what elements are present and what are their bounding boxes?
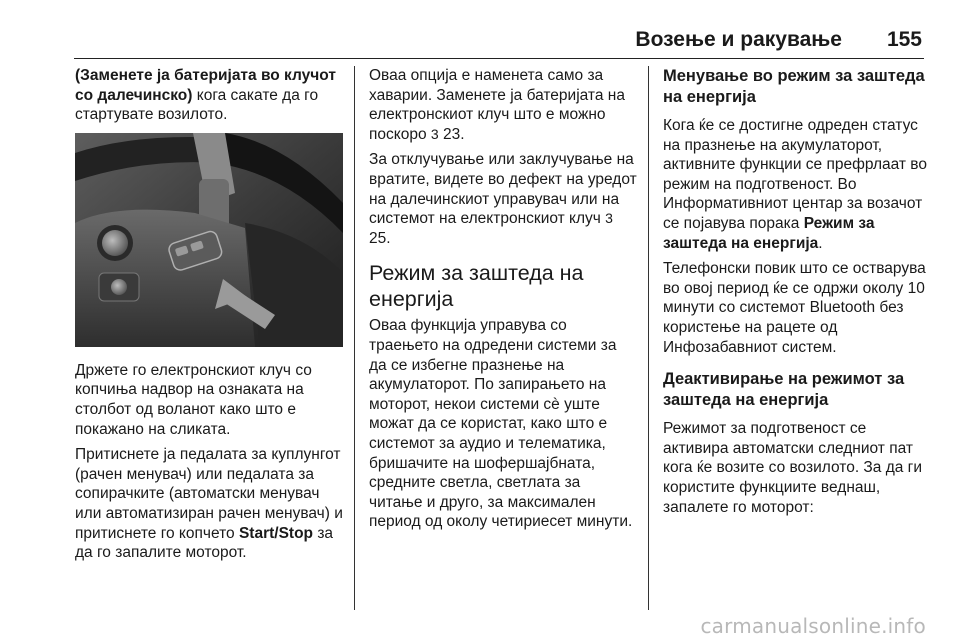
deactivate-mode-heading: Деактивирање на режимот за заштеда на енергија bbox=[663, 370, 905, 410]
emergency-text: Оваа опција е наменета само за хаварии. Заменете ја батеријата на електронскиот клуч што е можно поскоро bbox=[369, 67, 625, 143]
press-pedal-paragraph bbox=[75, 445, 343, 563]
emergency-paragraph bbox=[369, 66, 637, 144]
key-at-steering-column-photo bbox=[75, 133, 343, 347]
intro-bold: (Заменете ја батеријата во клучот со далечинско) bbox=[75, 67, 336, 104]
energy-saving-message: Режим за заштеда на енергија bbox=[663, 214, 875, 252]
switching-mode-paragraph bbox=[663, 116, 931, 253]
deactivate-mode-paragraph: Режимот за подготвеност се активира автоматски следниот пат кога ќе возите со возилото. За да ги користите функциите веднаш, запалете го моторот: bbox=[663, 420, 922, 516]
column-1 bbox=[75, 66, 343, 569]
switching-mode-text: Кога ќе се достигне одреден статус на празнење на акумулаторот, активните функции се префрлаат во режим на подготвеност. Во Информативниот центар за возачот се појавува порака bbox=[663, 117, 927, 232]
start-stop-label: Start/Stop bbox=[238, 524, 314, 542]
page-header bbox=[0, 26, 960, 56]
reference-page-23: 23 bbox=[443, 125, 461, 143]
intro-rest: кога сакате да го стартувате возилото. bbox=[75, 86, 319, 124]
page-reference-icon: 3 bbox=[430, 125, 439, 142]
switching-mode-period: . bbox=[818, 234, 823, 252]
reference-page-25: 25 bbox=[369, 229, 387, 247]
column-3 bbox=[663, 66, 931, 523]
energy-saving-heading: Режим за заштеда на енергија bbox=[369, 261, 584, 312]
page-number: 155 bbox=[886, 28, 922, 51]
emergency-period: . bbox=[460, 125, 465, 143]
press-pedal-text-b: за да го запалите моторот. bbox=[75, 524, 334, 562]
unlock-text: За отклучување или заклучување на вратите, видете во дефект на уредот на далечинскиот управувач или на системот на електронскиот клуч bbox=[369, 151, 637, 228]
column-2 bbox=[369, 66, 637, 538]
watermark-brand: carmanualsonline.info bbox=[700, 614, 926, 638]
column-divider-2 bbox=[648, 66, 649, 610]
page-reference-icon: 3 bbox=[605, 210, 613, 227]
unlock-paragraph bbox=[369, 150, 637, 248]
intro-paragraph bbox=[75, 66, 343, 125]
column-divider-1 bbox=[354, 66, 355, 610]
unlock-period: . bbox=[386, 229, 391, 247]
press-pedal-text-a: Притиснете ја педалата за куплунгот (рачен менувач) или педалата за сопирачките (автоматски менувач или автоматизиран рачен менувач) и притиснете го копчето bbox=[75, 446, 343, 542]
chapter-title: Возење и ракување bbox=[635, 28, 842, 51]
hold-key-paragraph: Држете го електронскиот клуч со копчиња надвор на ознаката на столбот од воланот како што е покажано на сликата. bbox=[75, 361, 312, 438]
energy-saving-paragraph: Оваа функција управува со траењето на одредени системи за да се избегне празнење на акумулаторот. По запирањето на моторот, некои системи сè уште можат да се користат, како што е системот за аудио и телематика, бришачите на шофершајбната, средните светла, светлата за читање и друго, за максимален период од околу четириесет минути. bbox=[369, 317, 633, 531]
phone-call-paragraph: Телефонски повик што се остварува во овој период ќе се одржи околу 10 минути со системот Bluetooth без користење на рацете од Инфозабавниот систем. bbox=[663, 260, 926, 356]
header-rule bbox=[74, 58, 924, 59]
switching-mode-heading: Менување во режим за заштеда на енергија bbox=[663, 67, 925, 106]
